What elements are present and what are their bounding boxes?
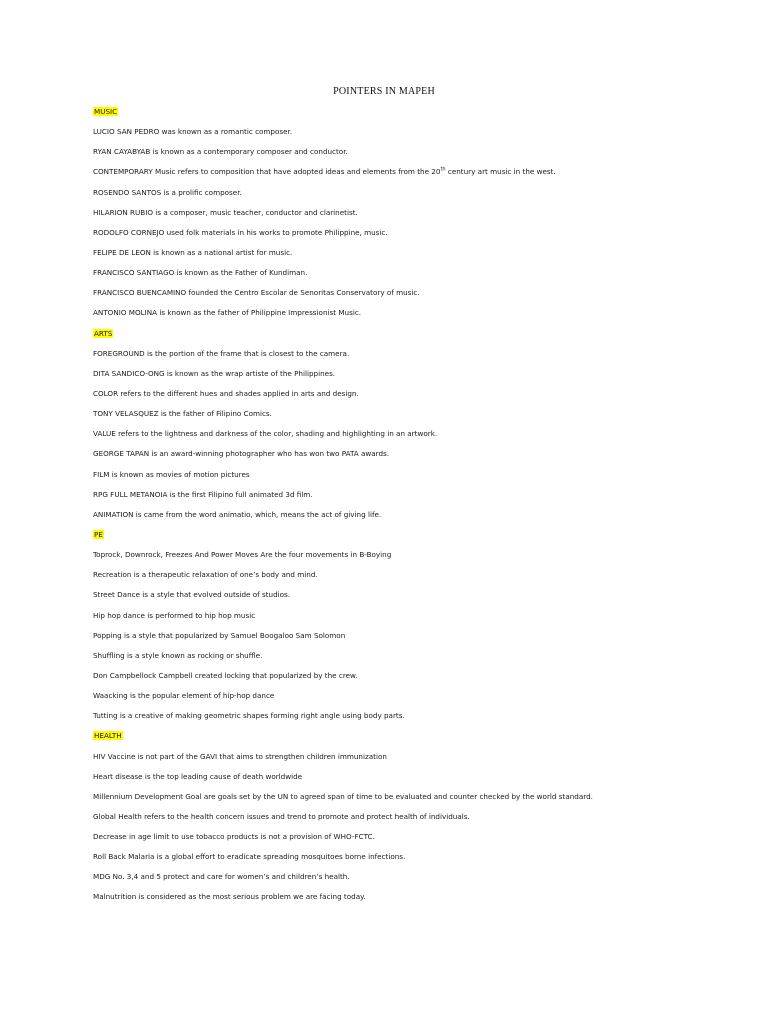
arts-item: FOREGROUND is the portion of the frame that is closest to the camera. xyxy=(93,348,350,358)
music-item: RYAN CAYABYAB is known as a contemporary composer and conductor. xyxy=(93,147,348,157)
contemporary-text: CONTEMPORARY Music refers to composition that have adopted ideas and elements from the 20 xyxy=(93,167,441,177)
music-item-contemporary xyxy=(93,166,713,186)
arts-item: FILM is known as movies of motion pictures xyxy=(93,469,250,479)
pe-item: Street Dance is a style that evolved outside of studios. xyxy=(93,590,291,600)
arts-item: VALUE refers to the lightness and darkness of the color, shading and highlighting in an artwork. xyxy=(93,429,438,439)
pe-item: Don Campbellock Campbell created locking that popularized by the crew. xyxy=(93,670,358,680)
music-item: RODOLFO CORNEJO used folk materials in his works to promote Philippine, music. xyxy=(93,227,388,237)
pe-item: Tutting is a creative of making geometric shapes forming right angle using body parts. xyxy=(93,711,405,721)
music-item: ROSENDO SANTOS is a prolific composer. xyxy=(93,187,242,197)
music-item: FELIPE DE LEON is known as a national artist for music. xyxy=(93,247,293,257)
arts-item: TONY VELASQUEZ is the father of Filipino Comics. xyxy=(93,409,272,419)
music-item: LUCIO SAN PEDRO was known as a romantic composer. xyxy=(93,127,293,137)
pe-item: Recreation is a therapeutic relaxation of one’s body and mind. xyxy=(93,570,318,580)
music-item: FRANCISCO BUENCAMINO founded the Centro Escolar de Senoritas Conservatory of music. xyxy=(93,288,420,298)
health-item: Heart disease is the top leading cause of death worldwide xyxy=(93,771,303,781)
superscript: th xyxy=(440,167,446,174)
music-item: HILARION RUBIO is a composer, music teacher, conductor and clarinetist. xyxy=(93,207,358,217)
pe-item: Waacking is the popular element of hip-hop dance xyxy=(93,691,275,701)
health-item: Roll Back Malaria is a global effort to eradicate spreading mosquitoes borne infections. xyxy=(93,852,406,862)
pe-item: Hip hop dance is performed to hip hop music xyxy=(93,610,256,620)
highlighted-heading: HEALTH xyxy=(94,731,122,741)
health-item: MDG No. 3,4 and 5 protect and care for women’s and children’s health. xyxy=(93,872,350,882)
music-item: ANTONIO MOLINA is known as the father of Philippine Impressionist Music. xyxy=(93,308,362,318)
health-item: Decrease in age limit to use tobacco products is not a provision of WHO-FCTC. xyxy=(93,832,375,842)
pe-item: Popping is a style that popularized by Samuel Boogaloo Sam Solomon xyxy=(93,630,346,640)
arts-item: COLOR refers to the different hues and shades applied in arts and design. xyxy=(93,388,359,398)
highlighted-heading: MUSIC xyxy=(94,107,118,116)
document-body xyxy=(93,106,713,912)
section-heading-health xyxy=(93,730,713,750)
arts-item: DITA SANDICO-ONG is known as the wrap artiste of the Philippines. xyxy=(93,368,336,378)
section-heading-pe xyxy=(93,529,713,549)
health-item: Global Health refers to the health concern issues and trend to promote and protect health of individuals. xyxy=(93,811,470,821)
arts-item: GEORGE TAPAN is an award-winning photographer who has won two PATA awards. xyxy=(93,449,390,459)
document-title: POINTERS IN MAPEH xyxy=(333,86,435,97)
health-item: HIV Vaccine is not part of the GAVI that aims to strengthen children immunization xyxy=(93,751,387,761)
section-heading-music xyxy=(93,106,713,126)
health-item: Millennium Development Goal are goals set by the UN to agreed span of time to be evaluated and counter checked by the world standard. xyxy=(93,791,593,801)
section-heading-arts xyxy=(93,328,713,348)
arts-item: RPG FULL METANOIA is the first Filipino full animated 3d film. xyxy=(93,489,313,499)
contemporary-text-end: century art music in the west. xyxy=(445,167,556,177)
pe-item: Shuffling is a style known as rocking or shuffle. xyxy=(93,650,263,660)
pe-item: Toprock, Downrock, Freezes And Power Moves Are the four movements in B-Boying xyxy=(93,550,392,560)
highlighted-heading: PE xyxy=(94,529,103,539)
highlighted-heading: ARTS xyxy=(94,328,113,338)
health-item: Malnutrition is considered as the most serious problem we are facing today. xyxy=(93,892,366,902)
arts-item: ANIMATION is came from the word animatio, which, means the act of giving life. xyxy=(93,509,382,519)
music-item: FRANCISCO SANTIAGO is known as the Father of Kundiman. xyxy=(93,268,308,278)
